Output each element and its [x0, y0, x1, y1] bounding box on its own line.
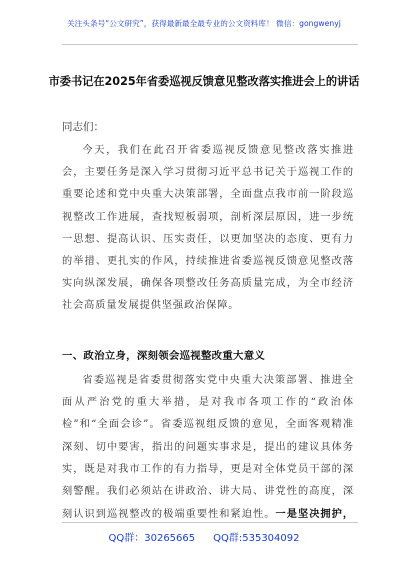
header-promo-note: 关注头条号“公文研究”，获得最新最全最专业的公文资料库！ 微信：gongwenyj	[67, 19, 341, 28]
greeting: 同志们：	[62, 121, 104, 133]
intro-paragraph: 今天，我们在此召开省委巡视反馈意见整改落实推进会，主要任务是深入学习贯彻习近平总书记关于巡视工作的重要论述和党中央重大决策部署，全面盘点我市前一阶段巡视整改工作进展，查找短板弱项，剖析深层原因，进一步统一思想、提高认识、压实责任，以更加坚决的态度、更有力的举措、更扎实的作风，持续推进省委巡视反馈意见整改落实向纵深发展，确保各项整改任务高质量完成，为全市经济社会高质量发展提供坚强政治保障。	[62, 145, 354, 312]
footer-qq-group-1: QQ群：30265665	[108, 533, 196, 544]
section-heading: 一、政治立身，深刻领会巡视整改重大意义	[62, 350, 266, 362]
section-paragraph	[62, 370, 354, 520]
section-emphasis: 一是坚决拥护，	[275, 508, 354, 520]
section-paragraph-start: 省委巡视是省委贯彻落实党中央重大决策部署、推进全面从严治党的重大举措，是对我市各项工作的“政治体检”和“全面会诊”。省委巡视组反馈的意见，全面客观精准深刻、切中要害，指出的问题实事求是，提出的建议具体务实，既是对我市工作的有力指导，更是对全体党员干部的深刻警醒。我们必须站在讲政治、讲大局、讲党性的高度，深刻认识到巡视整改的极端重要性和紧迫性。	[62, 375, 354, 520]
footer	[0, 529, 408, 544]
footer-qq-group-2: QQ群:535304092	[213, 533, 300, 544]
document-title: 市委书记在2025年省委巡视反馈意见整改落实推进会上的讲话	[48, 75, 360, 88]
footer-divider	[62, 522, 358, 523]
header-divider	[62, 44, 358, 45]
